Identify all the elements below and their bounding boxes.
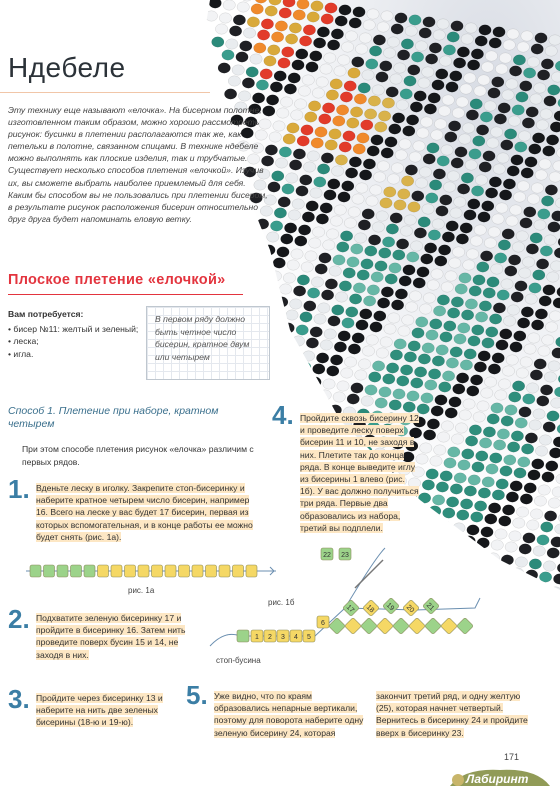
- step-2-body: Подхватите зеленую бисеринку 17 и пройдите в бисеринку 16. Затем нить проведите поверх бусин 15 и 14, не заходя в них.: [36, 613, 186, 660]
- step-1-body: Вденьте леску в иголку. Закрепите стоп-бисеринку и наберите кратное четырем число бисерин, например 16. Всего на леске у вас будет 17 бисерин, первая из которых вспомогательная, и в конце работы ее можно будет снять (рис. 1а).: [36, 483, 253, 542]
- figure-1a-caption: рис. 1а: [128, 586, 155, 595]
- bead-number: 20: [404, 603, 416, 615]
- bead-number: 4: [294, 634, 298, 641]
- bead-number: 17: [344, 603, 356, 615]
- intro-text: [8, 104, 270, 225]
- bead: [383, 598, 400, 615]
- step-5-text: [214, 690, 530, 739]
- bead: [303, 630, 315, 642]
- bead: [98, 565, 109, 577]
- intro-paragraph-2: Существует несколько способов плетения «елочкой». Изучив их, вы сможете выбрать наиболее приемлемый для себя. Каким бы способом вы не пользовались при плетении бисером, в результате рисунок расположения бисерин относительно друг друга будет напоминать еловую ветку.: [8, 165, 268, 224]
- bead: [363, 600, 380, 617]
- bead: [423, 598, 440, 615]
- bead: [457, 618, 474, 635]
- bead-number: 22: [323, 552, 331, 559]
- material-item: • игла.: [8, 348, 143, 361]
- bead: [329, 618, 346, 635]
- bead-number: 5: [307, 634, 311, 641]
- bead-number: 2: [268, 634, 272, 641]
- bead: [409, 618, 426, 635]
- title-underline: [0, 92, 210, 93]
- bead: [425, 618, 442, 635]
- page-number: 171: [504, 752, 520, 762]
- bead: [317, 616, 329, 628]
- bead: [345, 618, 362, 635]
- bead-number: 6: [321, 620, 325, 627]
- bead: [277, 630, 289, 642]
- stop-bead-label: стоп-бусина: [216, 656, 261, 665]
- bead: [30, 565, 41, 577]
- bead-number: 21: [424, 601, 436, 613]
- bead: [192, 565, 203, 577]
- bead: [343, 600, 360, 617]
- step-3-text: [36, 692, 184, 729]
- step-2-number: 2.: [8, 604, 30, 634]
- step-5-number: 5.: [186, 680, 208, 710]
- bead: [237, 630, 249, 642]
- method-title: Способ 1. Плетение при наборе, кратном четырем: [8, 405, 219, 430]
- materials-list: [8, 308, 143, 360]
- step-4-number: 4.: [272, 400, 294, 430]
- bead: [441, 618, 458, 635]
- step-2-text: [36, 612, 186, 661]
- bead: [251, 630, 263, 642]
- step-1-number: 1.: [8, 474, 30, 504]
- material-item: • леска;: [8, 335, 143, 348]
- section-heading: Плоское плетение «елочкой»: [8, 272, 226, 288]
- bead-number: 18: [364, 603, 376, 615]
- bead: [393, 618, 410, 635]
- intro-paragraph-1: Эту технику еще называют «елочка». На бисерном полотне, изготовленном таким образом, можно хорошо рассмотреть рисунок: бусинки в плетении располагаются так же, как петельки в полотне, связанном спицами. В технике ндебеле можно выполнять как плоские изделия, так и трубчатые.: [8, 105, 262, 164]
- materials-label: Вам потребуется:: [8, 309, 84, 319]
- bead: [264, 630, 276, 642]
- step-3-number: 3.: [8, 684, 30, 714]
- bead: [403, 600, 420, 617]
- page-title: Ндебеле: [8, 52, 126, 83]
- bead-number: 3: [281, 634, 285, 641]
- bead: [339, 548, 351, 560]
- bead: [321, 548, 333, 560]
- bead: [152, 565, 163, 577]
- bead: [111, 565, 122, 577]
- bead: [138, 565, 149, 577]
- step-1-text: [36, 482, 261, 543]
- bead: [290, 630, 302, 642]
- figure-1b-caption: рис. 1б: [268, 598, 295, 607]
- bead: [57, 565, 68, 577]
- method-intro: При этом способе плетения рисунок «елочка» различим с первых рядов.: [22, 444, 254, 467]
- bead-number: 1: [255, 634, 259, 641]
- bead: [377, 618, 394, 635]
- step-4-body: Пройдите сквозь бисерину 12 и проведите леску поверх бисерин 11 и 10, не заходя в них. Плетите так до конца ряда. В конце выведите иглу из бисерины 1 влево (рис. 1б). У вас должно получиться три ряда. Первые два образовались из набора, третий вы подплели.: [300, 413, 419, 533]
- bead: [71, 565, 82, 577]
- bead: [165, 565, 176, 577]
- step-5-body: Уже видно, что по краям образовались непарные вертикали, поэтому для поворота наберите одну зеленую бисерину 24, которая закончит третий ряд, и одну желтую (25), которая начнет четвертый. Вернитесь в бисеринку 24 и пройдите вверх в бисеринку 23.: [214, 691, 528, 738]
- bead: [44, 565, 55, 577]
- bead: [179, 565, 190, 577]
- bead: [361, 618, 378, 635]
- step-4-text: [300, 412, 420, 534]
- bead-number: 23: [341, 552, 349, 559]
- note-box: В первом ряду должно быть четное число бисерин, кратное двум или четырем: [146, 306, 270, 380]
- logo-text: Лабиринт: [466, 772, 529, 786]
- step-3-body: Пройдите через бисеринку 13 и наберите на нить две зеленых бисерины (18-ю и 19-ю).: [36, 693, 163, 728]
- bead-number: 19: [384, 601, 396, 613]
- bead: [84, 565, 95, 577]
- section-underline: [8, 294, 243, 295]
- figure-1b: [205, 538, 490, 668]
- material-item: • бисер №11: желтый и зеленый;: [8, 323, 143, 336]
- bead: [125, 565, 136, 577]
